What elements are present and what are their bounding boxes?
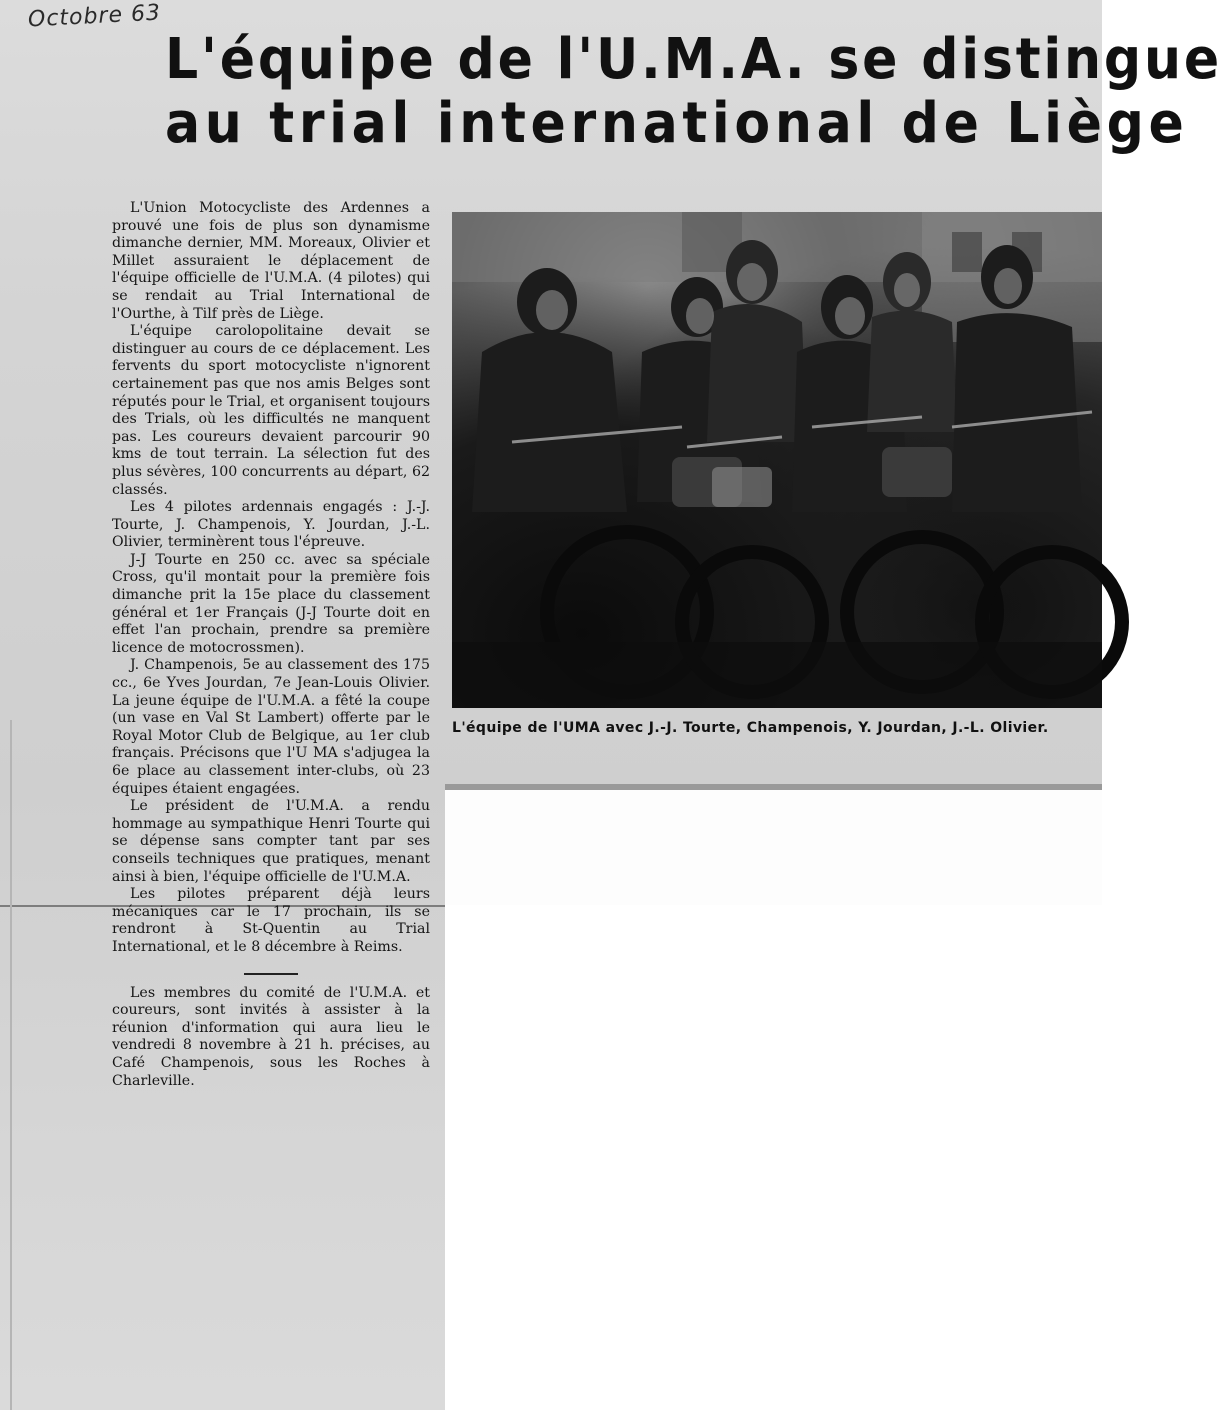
clipping-cut-edge [445, 784, 1102, 790]
headline-line-1: L'équipe de l'U.M.A. se distingue [165, 27, 1222, 92]
team-photo-illustration [452, 212, 1102, 708]
meeting-notice: Les membres du comité de l'U.M.A. et coureurs, sont invités à assister à la réunion d'information qui aura lieu le vendredi 8 novembre à 21 h. précises, au Café Champenois, sous les Roches à Charleville. [112, 984, 430, 1089]
section-divider [244, 973, 298, 975]
article-paragraph: Les pilotes préparent déjà leurs mécaniques car le 17 prochain, ils se rendront à St-Quentin au Trial International, et le 8 décembre à Reims. [112, 886, 430, 955]
blank-scan-area [445, 905, 1102, 1410]
article-paragraph: L'équipe carolopolitaine devait se distinguer au cours de ce déplacement. Les fervents du sport motocycliste n'ignorent certainement pas que nos amis Belges sont réputés pour le Trial, et organisent toujours des Trials, où les difficultés ne manquent pas. Les coureurs devaient parcourir 90 kms de tout terrain. La sélection fut des plus sévères, 100 concurrents au départ, 62 classés. [112, 323, 430, 498]
photo-caption: L'équipe de l'UMA avec J.-J. Tourte, Champenois, Y. Jourdan, J.-L. Olivier. [452, 720, 1049, 736]
article-headline [165, 27, 1222, 156]
article-paragraph: J. Champenois, 5e au classement des 175 cc., 6e Yves Jourdan, 7e Jean-Louis Olivier. La jeune équipe de l'U.M.A. a fêté la coupe (un vase en Val St Lambert) offerte par le Royal Motor Club de Belgique, au 1er club français. Précisons que l'U MA s'adjugea la 6e place au classement inter-clubs, où 23 équipes étaient engagées. [112, 657, 430, 797]
handwritten-date-note: Octobre 63 [27, 0, 162, 33]
article-paragraph: L'Union Motocycliste des Ardennes a prouvé une fois de plus son dynamisme dimanche dernier, MM. Moreaux, Olivier et Millet assuraient le déplacement de l'équipe officielle de l'U.M.A. (4 pilotes) qui se rendait au Trial International de l'Ourthe, à Tilf près de Liège. [112, 200, 430, 322]
team-photo [452, 212, 1102, 708]
article-paragraph: J-J Tourte en 250 cc. avec sa spéciale Cross, qu'il montait pour la première fois dimanche prit la 15e place du classement général et 1er Français (J-J Tourte doit en effet l'an prochain, prendre sa première licence de motocrossmen). [112, 551, 430, 656]
article-paragraph: Les 4 pilotes ardennais engagés : J.-J. Tourte, J. Champenois, Y. Jourdan, J.-L. Olivier, terminèrent tous l'épreuve. [112, 499, 430, 551]
article-paragraph: Le président de l'U.M.A. a rendu hommage au sympathique Henri Tourte qui se dépense sans compter tant par ses conseils techniques que pratiques, menant ainsi à bien, l'équipe officielle de l'U.M.A. [112, 798, 430, 885]
article-body [112, 200, 430, 1090]
headline-line-2: au trial international de Liège [165, 91, 1189, 156]
clipping-left-edge [10, 720, 12, 1410]
